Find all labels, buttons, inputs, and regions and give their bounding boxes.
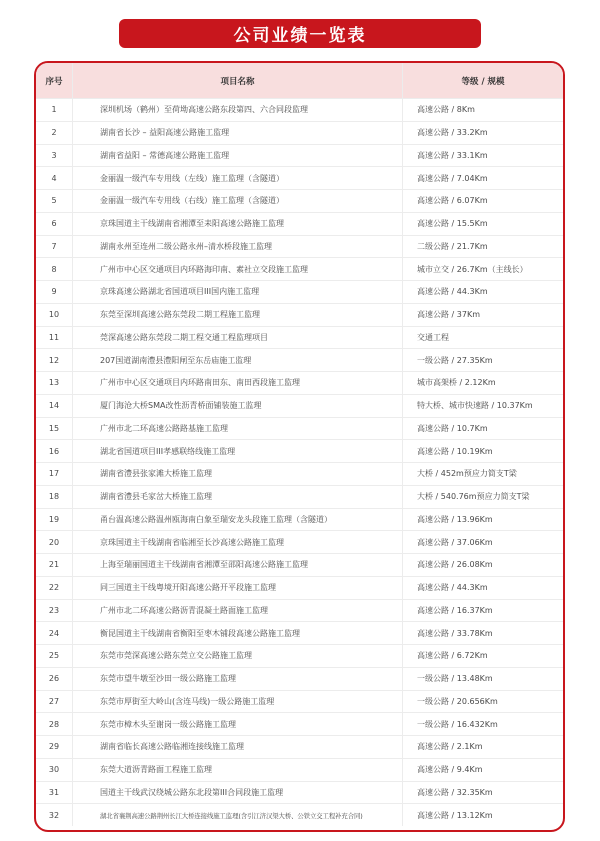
project-name: 湖北省国道项目III孝感联络线施工监理 [73, 440, 403, 462]
table-row [36, 712, 563, 735]
grade-scale: 二级公路 / 21.7Km [417, 241, 488, 251]
project-name: 广州市北二环高速公路沥青混凝土路面施工监理 [73, 600, 403, 622]
grade-scale: 特大桥、城市快速路 / 10.37Km [417, 401, 533, 411]
table-row [36, 485, 563, 508]
table-row [36, 394, 563, 417]
table-row [36, 735, 563, 758]
grade-scale: 高速公路 / 37.06Km [417, 537, 493, 547]
row-number: 2 [36, 122, 73, 144]
table-row [36, 667, 563, 690]
table-row [36, 348, 563, 371]
row-number: 12 [36, 349, 73, 371]
project-name: 上海至瑞丽国道主干线湖南省湘潭至邵阳高速公路施工监理 [73, 554, 403, 576]
table-row [36, 781, 563, 804]
project-name: 甬台温高速公路温州瓯海南白象至瑞安龙头段施工监理（含隧道） [73, 509, 403, 531]
row-number: 24 [36, 622, 73, 644]
row-number: 28 [36, 713, 73, 735]
row-number: 29 [36, 736, 73, 758]
project-name: 衡昆国道主干线湖南省衡阳至枣木铺段高速公路施工监理 [73, 622, 403, 644]
table-row [36, 98, 563, 121]
project-name: 东莞市樟木头至谢岗一级公路施工监理 [73, 713, 403, 735]
row-number: 14 [36, 395, 73, 417]
row-number: 11 [36, 327, 73, 349]
project-name: 东莞市厚街至大岭山(含连马线)一级公路施工监理 [73, 691, 403, 713]
grade-scale: 高速公路 / 9.4Km [417, 765, 483, 775]
project-name: 湖南省长沙 – 益阳高速公路施工监理 [73, 122, 403, 144]
project-name: 同三国道主干线粤境开阳高速公路开平段施工监理 [73, 577, 403, 599]
project-name: 207国道湖南澧县澧阳闸至东岳庙施工监理 [73, 349, 403, 371]
table-row [36, 257, 563, 280]
project-name: 厦门海沧大桥SMA改性沥青桥面铺装施工监理 [73, 395, 403, 417]
table-row [36, 576, 563, 599]
row-number: 19 [36, 509, 73, 531]
row-number: 7 [36, 236, 73, 258]
project-name: 湖南省益阳 – 常德高速公路施工监理 [73, 145, 403, 167]
row-number: 3 [36, 145, 73, 167]
grade-scale: 高速公路 / 33.2Km [417, 128, 488, 138]
row-number: 5 [36, 190, 73, 212]
row-number: 23 [36, 600, 73, 622]
project-name: 金丽温一级汽车专用线（左线）施工监理（含隧道） [73, 167, 403, 189]
grade-scale: 高速公路 / 2.1Km [417, 742, 483, 752]
project-name: 莞深高速公路东莞段二期工程交通工程监理项目 [73, 327, 403, 349]
row-number: 20 [36, 531, 73, 553]
grade-scale: 高速公路 / 33.1Km [417, 150, 488, 160]
project-name: 东莞市望牛墩至沙田一级公路施工监理 [73, 668, 403, 690]
table-row [36, 121, 563, 144]
row-number: 18 [36, 486, 73, 508]
row-number: 30 [36, 759, 73, 781]
row-number: 21 [36, 554, 73, 576]
header-name: 项目名称 [73, 63, 403, 98]
project-name: 东莞至深圳高速公路东莞段二期工程施工监理 [73, 304, 403, 326]
table-row [36, 235, 563, 258]
grade-scale: 大桥 / 540.76m预应力简支T梁 [417, 492, 530, 502]
grade-scale: 高速公路 / 13.96Km [417, 514, 493, 524]
table-row [36, 803, 563, 826]
table-body [36, 98, 563, 826]
row-number: 9 [36, 281, 73, 303]
row-number: 1 [36, 99, 73, 121]
table-row [36, 212, 563, 235]
table-row [36, 326, 563, 349]
table-row [36, 690, 563, 713]
grade-scale: 高速公路 / 15.5Km [417, 219, 488, 229]
grade-scale: 城市立交 / 26.7Km（主线长） [417, 264, 528, 274]
row-number: 31 [36, 782, 73, 804]
row-number: 22 [36, 577, 73, 599]
project-name: 东莞市莞深高速公路东莞立交公路施工监理 [73, 645, 403, 667]
grade-scale: 高速公路 / 13.12Km [417, 810, 493, 820]
row-number: 16 [36, 440, 73, 462]
table-row [36, 644, 563, 667]
row-number: 26 [36, 668, 73, 690]
table-row [36, 530, 563, 553]
table-row [36, 189, 563, 212]
row-number: 4 [36, 167, 73, 189]
table-row [36, 462, 563, 485]
grade-scale: 一级公路 / 20.656Km [417, 696, 498, 706]
row-number: 15 [36, 418, 73, 440]
header-num: 序号 [36, 63, 73, 98]
grade-scale: 高速公路 / 26.08Km [417, 560, 493, 570]
table-row [36, 144, 563, 167]
table-header [36, 63, 563, 98]
table-row [36, 303, 563, 326]
project-name: 东莞大道沥青路面工程施工监理 [73, 759, 403, 781]
project-name: 广州市中心区交通项目内环路海印南、素社立交段施工监理 [73, 258, 403, 280]
project-name: 湖北省襄荆高速公路荆州长江大桥连接线施工监理(含引江济汉渠大桥、公铁立交工程补充合同) [73, 804, 403, 826]
table-row [36, 599, 563, 622]
grade-scale: 高速公路 / 6.07Km [417, 196, 488, 206]
table-row [36, 553, 563, 576]
project-name: 广州市中心区交通项目内环路南田东、南田西段施工监理 [73, 372, 403, 394]
table-row [36, 621, 563, 644]
table-row [36, 758, 563, 781]
row-number: 10 [36, 304, 73, 326]
row-number: 8 [36, 258, 73, 280]
grade-scale: 一级公路 / 27.35Km [417, 355, 493, 365]
grade-scale: 高速公路 / 10.19Km [417, 446, 493, 456]
grade-scale: 高速公路 / 44.3Km [417, 583, 488, 593]
grade-scale: 交通工程 [417, 332, 449, 342]
grade-scale: 大桥 / 452m预应力简支T梁 [417, 469, 517, 479]
table-row [36, 417, 563, 440]
performance-table [34, 61, 565, 832]
table-row [36, 280, 563, 303]
grade-scale: 城市高架桥 / 2.12Km [417, 378, 496, 388]
row-number: 17 [36, 463, 73, 485]
grade-scale: 高速公路 / 44.3Km [417, 287, 488, 297]
project-name: 金丽温一级汽车专用线（右线）施工监理（含隧道） [73, 190, 403, 212]
grade-scale: 高速公路 / 37Km [417, 310, 480, 320]
page-title: 公司业绩一览表 [119, 19, 481, 48]
grade-scale: 高速公路 / 10.7Km [417, 423, 488, 433]
grade-scale: 一级公路 / 13.48Km [417, 674, 493, 684]
project-name: 湖南省澧县张家滩大桥施工监理 [73, 463, 403, 485]
row-number: 32 [36, 804, 73, 826]
table-row [36, 371, 563, 394]
grade-scale: 高速公路 / 8Km [417, 105, 475, 115]
project-name: 京珠国道主干线湖南省湘潭至耒阳高速公路施工监理 [73, 213, 403, 235]
table-row [36, 439, 563, 462]
grade-scale: 高速公路 / 33.78Km [417, 628, 493, 638]
project-name: 广州市北二环高速公路路基施工监理 [73, 418, 403, 440]
grade-scale: 一级公路 / 16.432Km [417, 719, 498, 729]
project-name: 京珠高速公路湖北省国道项目III国内施工监理 [73, 281, 403, 303]
project-name: 湖南省临长高速公路临湘连接线施工监理 [73, 736, 403, 758]
table-row [36, 166, 563, 189]
project-name: 京珠国道主干线湖南省临湘至长沙高速公路施工监理 [73, 531, 403, 553]
table-row [36, 508, 563, 531]
row-number: 27 [36, 691, 73, 713]
grade-scale: 高速公路 / 16.37Km [417, 605, 493, 615]
project-name: 湖南省澧县毛家岔大桥施工监理 [73, 486, 403, 508]
grade-scale: 高速公路 / 7.04Km [417, 173, 488, 183]
project-name: 深圳机场（鹤州）至荷坳高速公路东段第四、六合同段监理 [73, 99, 403, 121]
grade-scale: 高速公路 / 6.72Km [417, 651, 488, 661]
project-name: 国道主干线武汉绕城公路东北段第III合同段施工监理 [73, 782, 403, 804]
header-grade: 等级 / 规模 [461, 76, 505, 87]
row-number: 25 [36, 645, 73, 667]
project-name: 湖南永州至连州二级公路永州–清水桥段施工监理 [73, 236, 403, 258]
grade-scale: 高速公路 / 32.35Km [417, 787, 493, 797]
row-number: 6 [36, 213, 73, 235]
row-number: 13 [36, 372, 73, 394]
